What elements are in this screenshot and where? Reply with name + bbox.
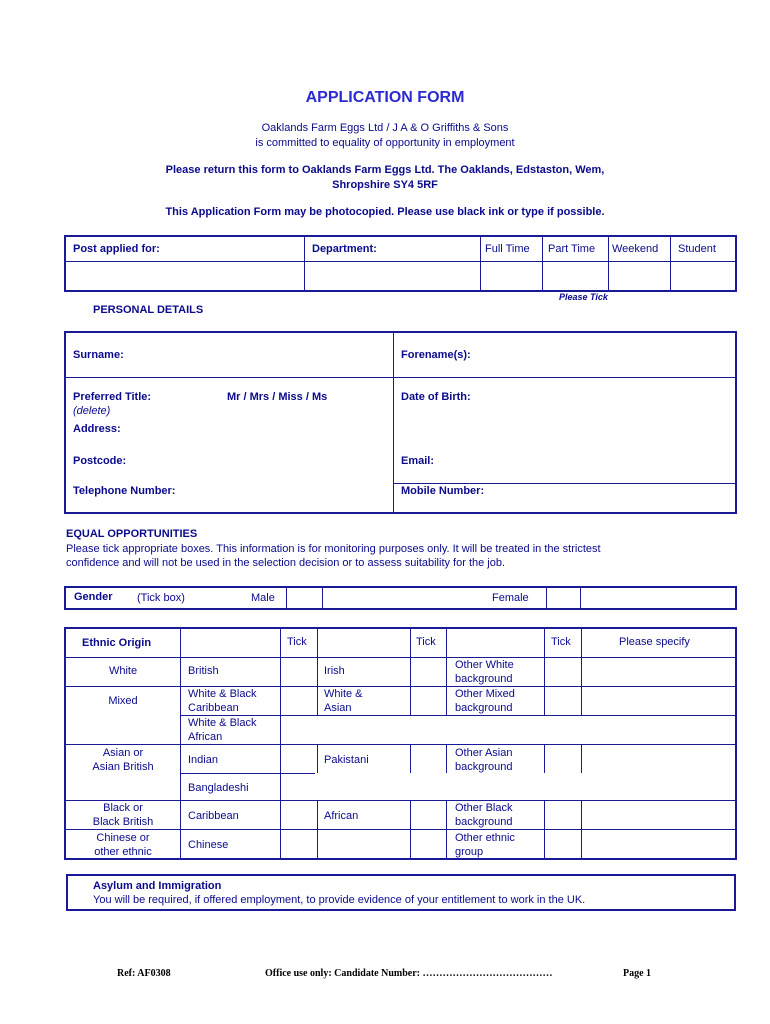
address-label: Address: [73,423,121,435]
post-applied-field[interactable] [66,262,304,290]
page-title: APPLICATION FORM [305,89,465,106]
student-tick[interactable] [671,262,735,290]
equal-opportunities-line-2: confidence and will not be used in the selection decision or to assess suitability for the job. [66,557,506,569]
chinese-group-label-2: other ethnic [94,846,152,858]
return-address-line-2: Shropshire SY4 5RF [332,179,438,191]
female-tick[interactable] [547,588,580,608]
personal-details-heading: PERSONAL DETAILS [93,304,204,316]
pakistani-label: Pakistani [324,754,369,766]
other-asian-label-1: Other Asian [455,747,513,759]
office-use-candidate-number: Office use only: Candidate Number: ………………………………… [265,968,553,979]
email-label: Email: [401,455,435,467]
gender-box [64,586,737,610]
gender-tick-note: (Tick box) [137,592,185,604]
full-time-tick[interactable] [481,262,542,290]
department-label: Department: [312,243,377,255]
chinese-group-label-1: Chinese or [96,832,150,844]
weekend-tick[interactable] [609,262,670,290]
black-group-label-1: Black or [103,802,143,814]
tick-header-2: Tick [416,636,436,648]
white-asian-label-2: Asian [324,702,352,714]
other-asian-label-2: background [455,761,513,773]
post-applied-label: Post applied for: [73,243,160,255]
caribbean-label: Caribbean [188,810,239,822]
other-black-label-2: background [455,816,513,828]
asylum-text: You will be required, if offered employment, to provide evidence of your entitlement to work in the UK. [93,894,586,906]
commitment-line: is committed to equality of opportunity in employment [255,137,515,149]
asian-group-label-2: Asian British [92,761,154,773]
return-address-line-1: Please return this form to Oaklands Farm Eggs Ltd. The Oaklands, Edstaston, Wem, [165,164,605,176]
department-field[interactable] [305,262,480,290]
asylum-box [66,874,736,911]
please-tick-note: Please Tick [559,292,608,302]
chinese-label: Chinese [188,839,229,851]
other-white-label-1: Other White [455,659,514,671]
dob-label: Date of Birth: [401,391,471,403]
equal-opportunities-line-1: Please tick appropriate boxes. This information is for monitoring purposes only. It will be treated in the strictest [66,543,601,555]
tick-header-3: Tick [551,636,571,648]
white-group-label: White [108,665,138,677]
white-black-african-label-2: African [188,731,223,743]
asylum-heading: Asylum and Immigration [93,880,222,892]
african-label: African [324,810,359,822]
british-label: British [188,665,219,677]
ethnic-origin-table [64,627,737,860]
irish-label: Irish [324,665,345,677]
other-black-label-1: Other Black [455,802,513,814]
please-specify-header: Please specify [619,636,690,648]
white-black-caribbean-label-1: White & Black [188,688,257,700]
other-ethnic-label-1: Other ethnic [455,832,515,844]
company-line: Oaklands Farm Eggs Ltd / J A & O Griffiths & Sons [261,122,509,134]
preferred-title-label: Preferred Title: [73,391,152,403]
mixed-group-label: Mixed [108,695,138,707]
student-label: Student [678,243,716,255]
male-label: Male [251,592,275,604]
full-time-label: Full Time [485,243,530,255]
photocopy-note: This Application Form may be photocopied. Please use black ink or type if possible. [165,206,605,218]
indian-label: Indian [188,754,218,766]
equal-opportunities-heading: EQUAL OPPORTUNITIES [66,528,198,540]
form-reference: Ref: AF0308 [117,968,171,979]
bangladeshi-label: Bangladeshi [188,782,249,794]
asian-group-label-1: Asian or [102,747,144,759]
black-group-label-2: Black British [92,816,154,828]
post-applied-box [64,235,737,292]
other-white-label-2: background [455,673,513,685]
telephone-label: Telephone Number: [73,485,176,497]
other-mixed-label-1: Other Mixed [455,688,515,700]
title-options[interactable]: Mr / Mrs / Miss / Ms [227,391,328,403]
other-mixed-label-2: background [455,702,513,714]
mobile-label: Mobile Number: [401,485,485,497]
other-ethnic-label-2: group [455,846,484,858]
female-label: Female [492,592,529,604]
page-number: Page 1 [623,968,652,979]
gender-label: Gender [74,591,113,603]
part-time-tick[interactable] [543,262,608,290]
surname-label: Surname: [73,349,124,361]
tick-header-1: Tick [287,636,307,648]
personal-details-box [64,331,737,514]
delete-note: (delete) [73,405,111,417]
part-time-label: Part Time [548,243,596,255]
male-tick[interactable] [287,588,322,608]
forenames-label: Forename(s): [401,349,471,361]
ethnic-origin-header: Ethnic Origin [82,637,152,649]
white-black-caribbean-label-2: Caribbean [188,702,239,714]
white-black-african-label-1: White & Black [188,717,257,729]
postcode-label: Postcode: [73,455,127,467]
weekend-label: Weekend [612,243,659,255]
white-asian-label-1: White & [324,688,363,700]
